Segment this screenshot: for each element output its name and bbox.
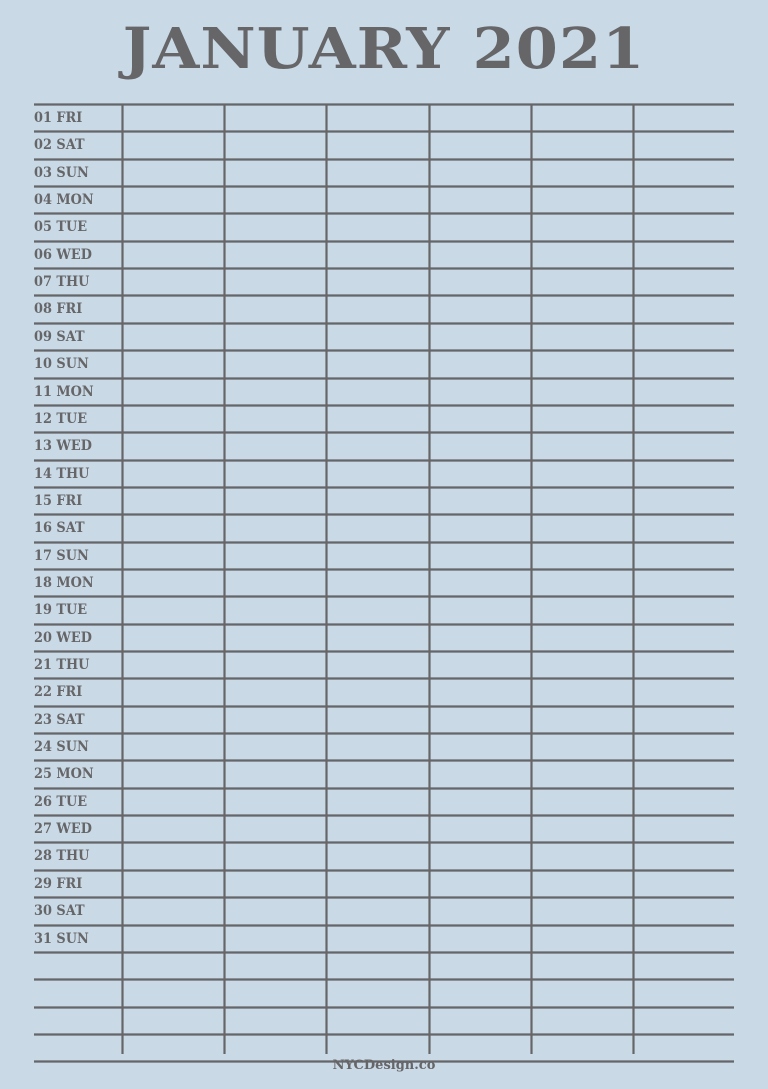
day-label: 16 SAT — [34, 520, 85, 536]
day-label: 12 TUE — [34, 411, 88, 427]
day-label: 02 SAT — [34, 137, 85, 153]
day-label: 27 WED — [34, 821, 92, 837]
day-label: 08 FRI — [34, 301, 83, 317]
day-label: 28 THU — [34, 848, 90, 864]
day-label: 10 SUN — [34, 356, 89, 372]
day-label: 15 FRI — [34, 493, 83, 509]
day-label: 14 THU — [34, 466, 90, 482]
day-label: 03 SUN — [34, 165, 89, 181]
day-label: 11 MON — [34, 384, 94, 400]
day-label: 17 SUN — [34, 548, 89, 564]
day-label: 09 SAT — [34, 329, 85, 345]
day-label: 04 MON — [34, 192, 94, 208]
footer-brand: NYCDesign.co — [332, 1058, 436, 1073]
day-label: 21 THU — [34, 657, 90, 673]
day-label: 13 WED — [34, 438, 92, 454]
day-label: 18 MON — [34, 575, 94, 591]
day-label: 31 SUN — [34, 931, 89, 947]
day-label: 07 THU — [34, 274, 90, 290]
day-label: 05 TUE — [34, 219, 88, 235]
day-label: 01 FRI — [34, 110, 83, 126]
day-label: 20 WED — [34, 630, 92, 646]
day-label: 24 SUN — [34, 739, 89, 755]
page-title: JANUARY 2021 — [122, 16, 646, 82]
day-label: 25 MON — [34, 766, 94, 782]
day-label: 19 TUE — [34, 602, 88, 618]
day-label: 26 TUE — [34, 794, 88, 810]
day-label: 23 SAT — [34, 712, 85, 728]
day-label: 29 FRI — [34, 876, 83, 892]
day-label: 22 FRI — [34, 684, 83, 700]
day-label: 06 WED — [34, 247, 92, 263]
day-label: 30 SAT — [34, 903, 85, 919]
